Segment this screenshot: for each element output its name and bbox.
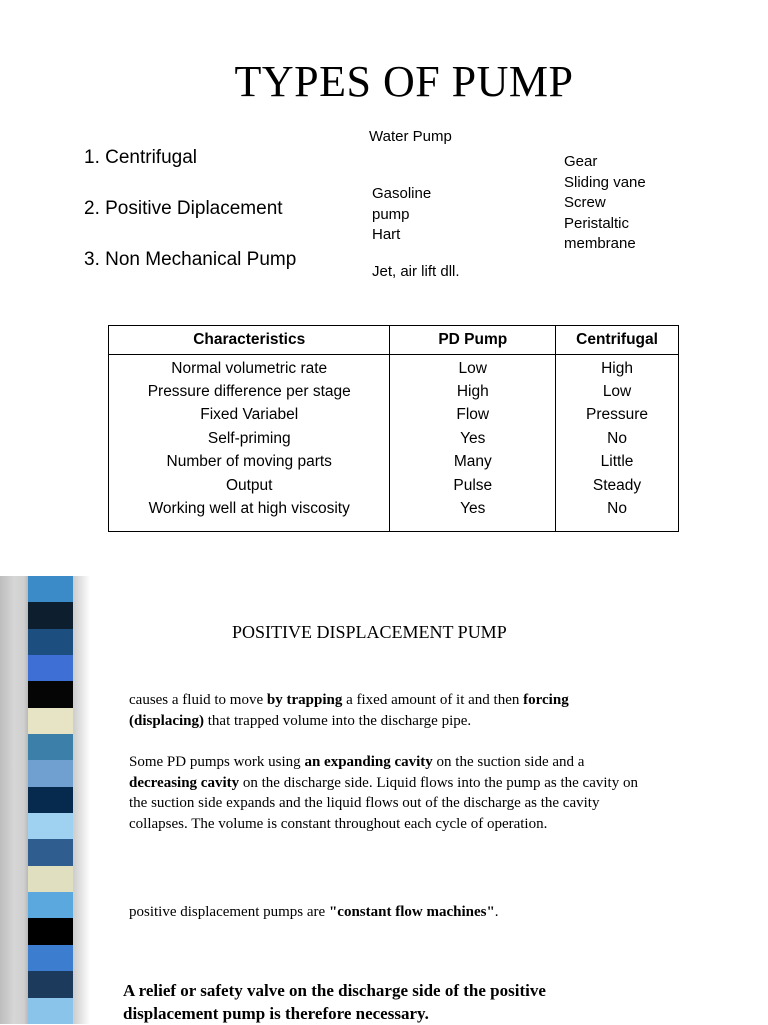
note-pd-kinds [564, 152, 646, 255]
paragraph-line [129, 690, 569, 711]
pd-kind-item: Gear [564, 153, 598, 170]
bold-run: "constant flow machines" [328, 904, 495, 920]
bold-run: forcing [523, 692, 569, 708]
cell-characteristic: Pressure difference per stage [147, 383, 351, 401]
pd-kind-item: Sliding vane [564, 173, 646, 191]
stripe-block [28, 629, 73, 655]
stripe-block [28, 998, 73, 1024]
stripe-block [28, 734, 73, 760]
pd-paragraph-constant-flow [129, 902, 499, 923]
cell-characteristic: Number of moving parts [166, 453, 332, 471]
cell-centrifugal-value: No [556, 497, 679, 531]
stripe-block [28, 866, 73, 892]
stripe-block [28, 602, 73, 628]
pd-section-title: POSITIVE DISPLACEMENT PUMP [232, 622, 507, 642]
note-gasoline-line: Hart [372, 226, 401, 243]
cell-centrifugal-value: Low [556, 380, 679, 403]
table-row [109, 380, 679, 403]
pd-paragraph-cavity [129, 752, 638, 834]
bold-run: by trapping [266, 692, 343, 708]
cell-characteristic: Normal volumetric rate [171, 359, 328, 377]
bold-run: an expanding cavity [304, 754, 433, 770]
paragraph-line [129, 752, 638, 773]
stripe-block [28, 655, 73, 681]
pump-type-non-mechanical: 3. Non Mechanical Pump [84, 249, 297, 270]
slide-title: TYPES OF PUMP [234, 57, 574, 106]
note-gasoline-line: Gasoline [372, 185, 432, 202]
header-centrifugal: Centrifugal [556, 326, 679, 355]
text-run: . [494, 904, 499, 920]
bold-run: (displacing) [129, 712, 205, 729]
cell-pd-value: High [390, 380, 556, 403]
cell-pd-value: Yes [390, 427, 556, 450]
stripe-block [28, 576, 73, 602]
paragraph-line [129, 773, 638, 794]
stripe-block [28, 708, 73, 734]
paragraph-line [129, 711, 569, 732]
decorative-sidebar [0, 576, 90, 1024]
cell-pd-value: Many [390, 451, 556, 474]
table-row [109, 427, 679, 450]
stripe-block [28, 945, 73, 971]
table-row [109, 497, 679, 531]
stripe-block [28, 787, 73, 813]
table-row [109, 474, 679, 497]
paragraph-line: collapses. The volume is constant throughout each cycle of operation. [129, 815, 548, 832]
cell-pd-value: Yes [390, 497, 556, 531]
cell-pd-value: Low [390, 355, 556, 381]
table-row [109, 404, 679, 427]
pd-kind-item: membrane [564, 235, 636, 252]
bold-run: decreasing cavity [129, 774, 240, 791]
pd-paragraph-definition [129, 690, 569, 731]
table-row [109, 451, 679, 474]
text-run: positive displacement pumps are [129, 904, 329, 920]
cell-characteristic: Output [225, 476, 273, 494]
note-gasoline-list [372, 184, 431, 246]
text-run: that trapped volume into the discharge pipe. [204, 712, 472, 729]
header-pd-pump: PD Pump [390, 326, 556, 355]
stripe-block [28, 892, 73, 918]
paragraph-line: the suction side expands and the liquid flows out of the discharge as the cavity [129, 795, 600, 811]
characteristics-table [108, 325, 679, 532]
cell-centrifugal-value: High [556, 355, 679, 381]
pd-kind-item: Peristaltic [564, 214, 630, 232]
cell-characteristic: Working well at high viscosity [148, 500, 350, 518]
pump-type-positive-displacement: 2. Positive Diplacement [84, 198, 283, 219]
cell-pd-value: Flow [390, 404, 556, 427]
stripe-block [28, 839, 73, 865]
stripe-block [28, 971, 73, 997]
text-run: on the discharge side. Liquid flows into the pump as the cavity on [239, 774, 638, 791]
note-jet: Jet, air lift dll. [372, 263, 460, 280]
note-water-pump: Water Pump [369, 128, 452, 145]
note-line: displacement pump is therefore necessary. [123, 1004, 429, 1023]
table-row [109, 355, 679, 381]
text-run: on the suction side and a [432, 754, 585, 770]
note-gasoline-line: pump [372, 205, 410, 223]
stripe-block [28, 918, 73, 944]
text-run: Some PD pumps work using [129, 754, 305, 770]
stripe-block [28, 760, 73, 786]
table-header-row [109, 326, 679, 355]
stripe-block [28, 813, 73, 839]
cell-centrifugal-value: Steady [556, 474, 679, 497]
cell-centrifugal-value: No [556, 427, 679, 450]
pd-kind-item: Screw [564, 194, 606, 211]
cell-characteristic: Fixed Variabel [200, 406, 299, 424]
cell-centrifugal-value: Pressure [556, 404, 679, 427]
color-stripe [28, 576, 73, 1024]
pump-type-centrifugal: 1. Centrifugal [84, 147, 198, 168]
cell-pd-value: Pulse [390, 474, 556, 497]
cell-centrifugal-value: Little [556, 451, 679, 474]
note-line: A relief or safety valve on the discharge side of the positive [123, 981, 546, 1000]
cell-characteristic: Self-priming [207, 429, 291, 447]
text-run: a fixed amount of it and then [342, 692, 524, 708]
text-run: causes a fluid to move [129, 692, 267, 708]
relief-valve-note [123, 979, 683, 1025]
header-characteristics: Characteristics [109, 326, 390, 355]
stripe-block [28, 681, 73, 707]
